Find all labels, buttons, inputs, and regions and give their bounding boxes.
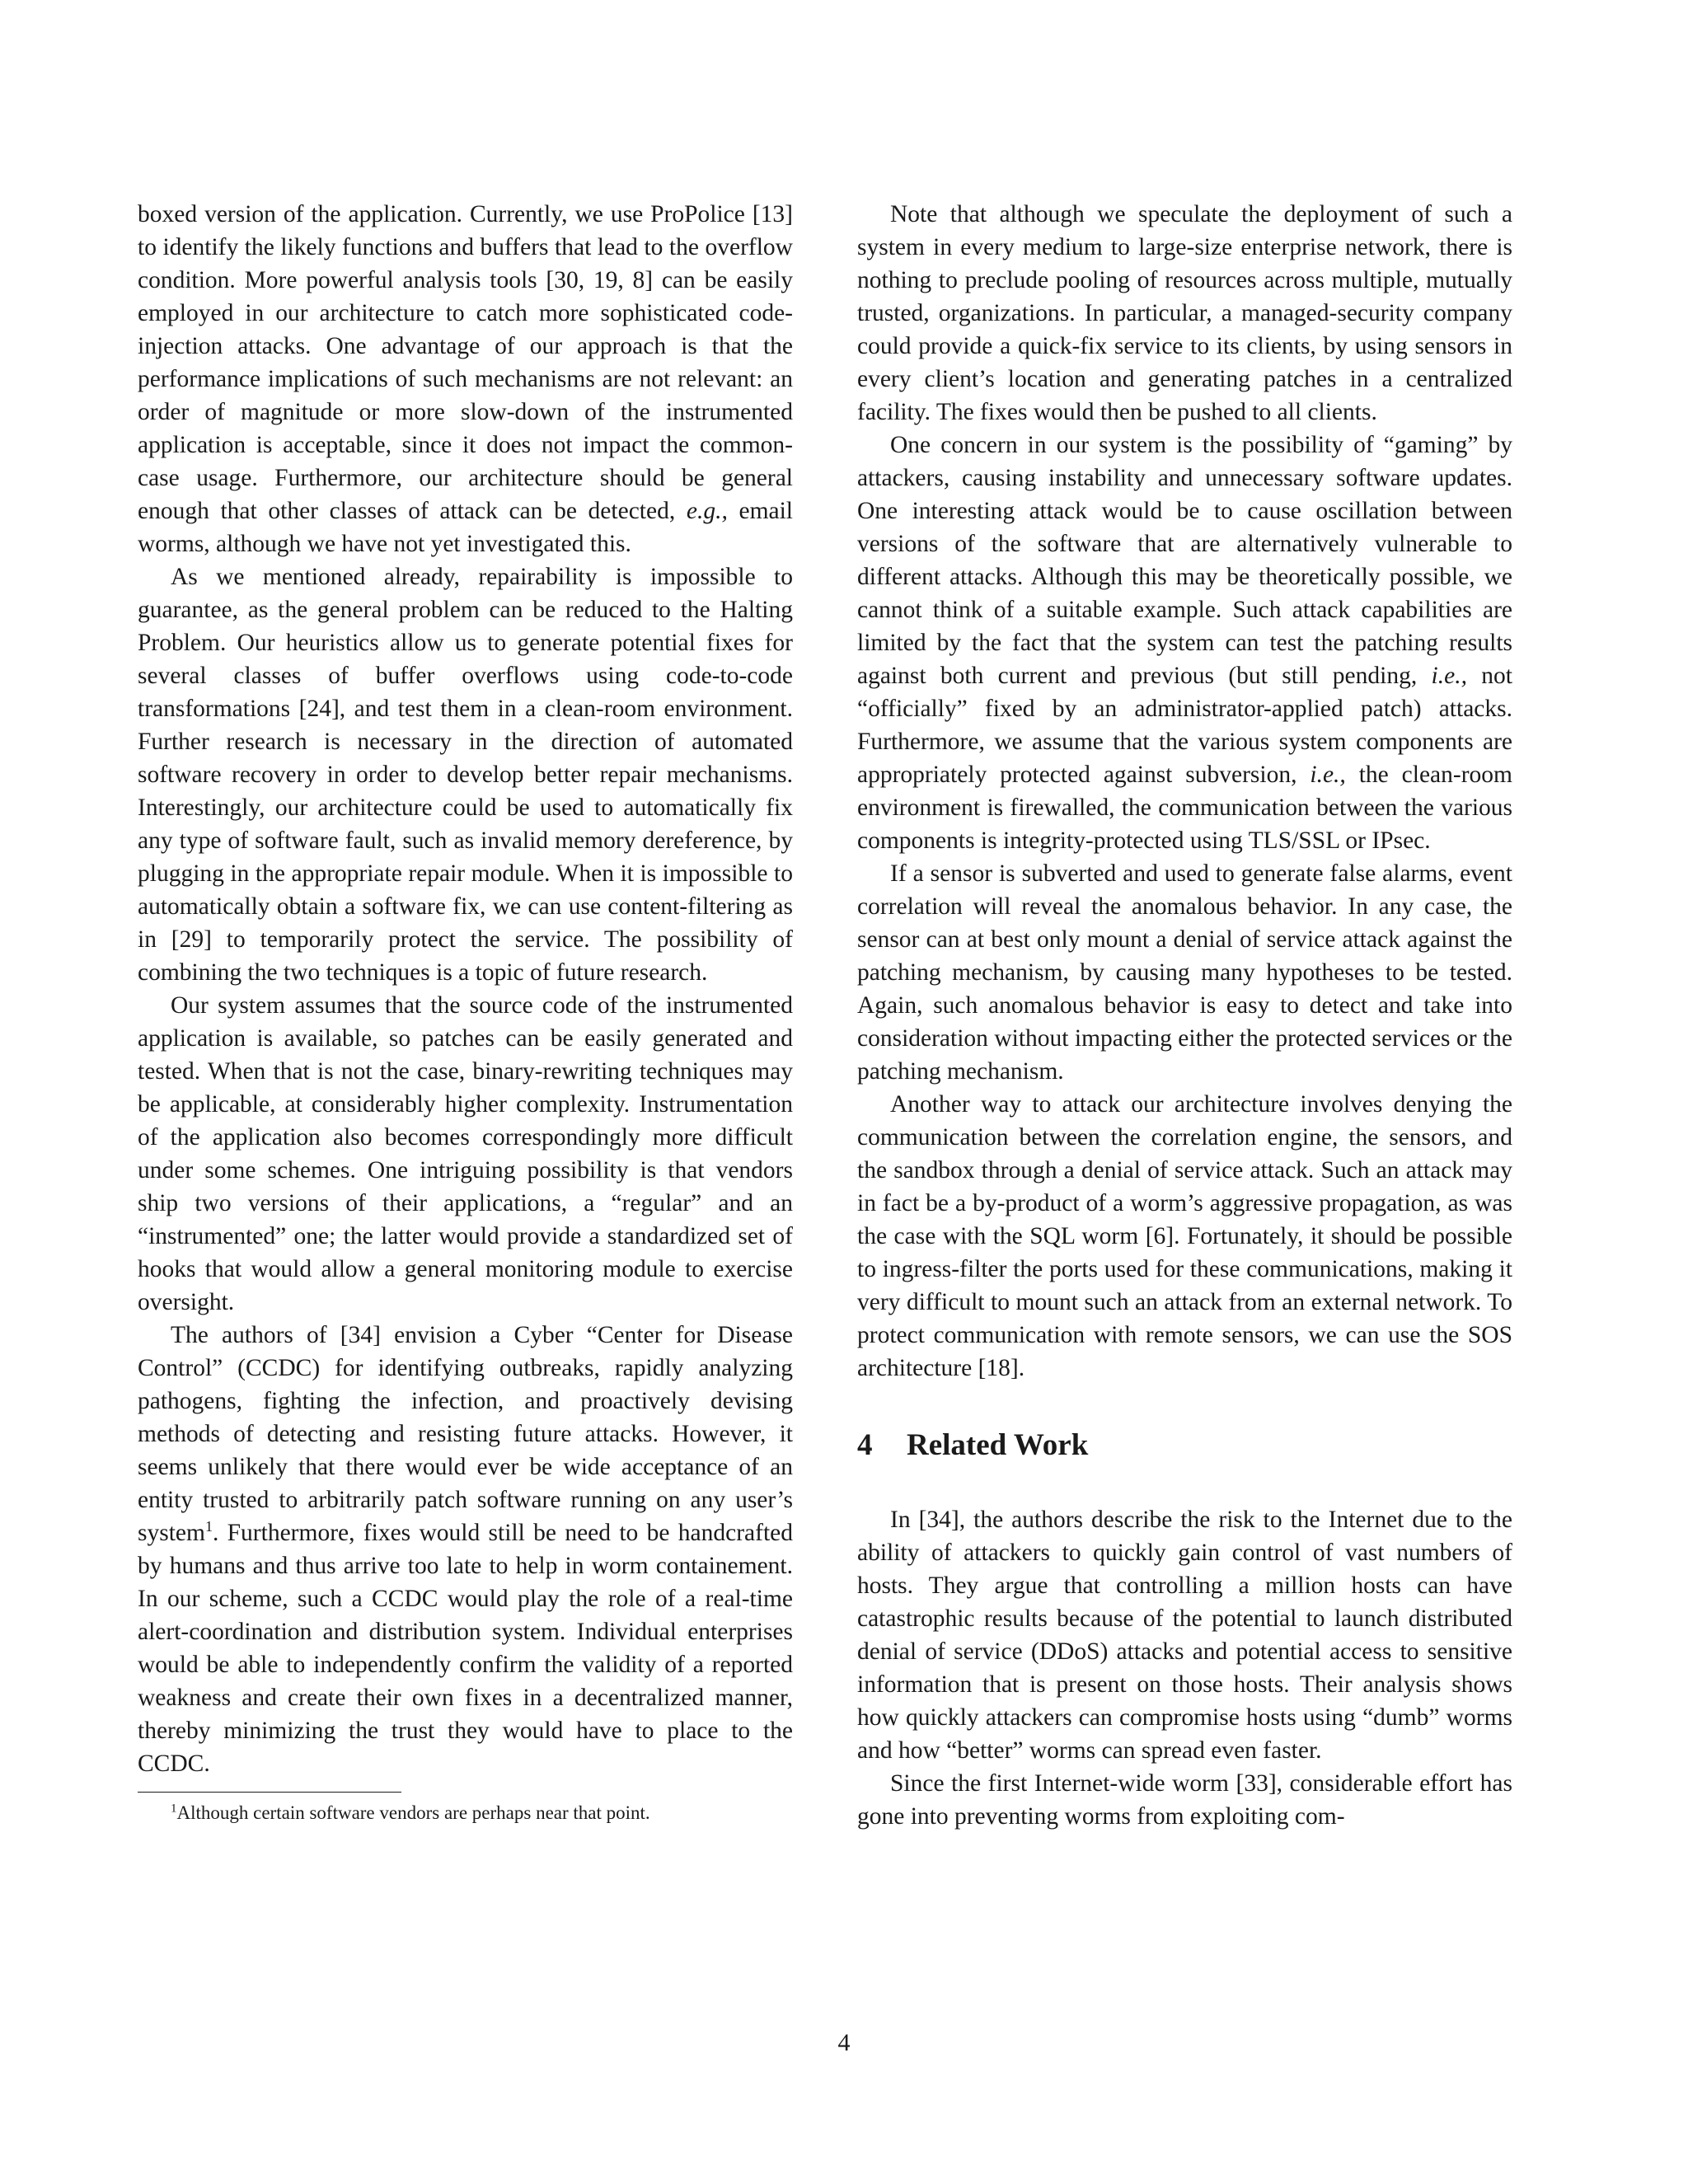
footnote — [138, 1801, 793, 1825]
footnote-marker[interactable]: 1 — [204, 1518, 213, 1535]
right-paragraph-4: Another way to attack our architecture involves denying the communication between the correlation engine, the sensors, and the sandbox through a denial of service attack. Such an attack may in fact be a by-product of a worm’s aggressive propagation, as was the case with the SQL worm [6]. Fortunately, it should be possible to ingress-filter the ports used for these communications, making it very difficult to mount such an attack from an external network. To protect communication with remote sensors, we can use the SOS architecture [18]. — [857, 1091, 1512, 1381]
section-heading — [857, 1427, 1512, 1464]
left-paragraph-2: As we mentioned already, repairability is impossible to guarantee, as the general problem can be reduced to the Halting Problem. Our heuristics allow us to generate potential fixes for several classes of buffer overflows using code-to-code transformations [24], and test them in a clean-room environment. Further research is necessary in the direction of automated software recovery in order to develop better repair mechanisms. Interestingly, our architecture could be used to automatically fix any type of software fault, such as invalid memory dereference, by plugging in the appropriate repair module. When it is impossible to automatically obtain a software fix, we can use content-filtering as in [29] to temporarily protect the service. The possibility of combining the two techniques is a topic of future research. — [138, 564, 793, 986]
left-column — [138, 198, 793, 1825]
right-paragraph-1: Note that although we speculate the deployment of such a system in every medium to large-size enterprise network, there is nothing to preclude pooling of resources across multiple, mutually trusted, organizations. In particular, a managed-security company could provide a quick-fix service to its clients, by using sensors in every client’s location and generating patches in a centralized facility. The fixes would then be pushed to all clients. — [857, 201, 1512, 425]
right-column — [857, 198, 1512, 1833]
footnote-text: Although certain software vendors are perhaps near that point. — [176, 1802, 650, 1823]
section-number: 4 — [857, 1428, 873, 1462]
section-title: Related Work — [907, 1428, 1089, 1462]
right-paragraph-3: If a sensor is subverted and used to generate false alarms, event correlation will reveal the anomalous behavior. In any case, the sensor can at best only mount a denial of service attack against the patching mechanism, by causing many hypotheses to be tested. Again, such anomalous behavior is easy to detect and take into consideration without impacting either the protected services or the patching mechanism. — [857, 860, 1512, 1085]
left-paragraph-4: The authors of [34] envision a Cyber “Center for Disease Control” (CCDC) for identifying outbreaks, rapidly analyzing pathogens, fighting the infection, and proactively devising methods of detecting and resisting future attacks. However, it seems unlikely that there would ever be wide acceptance of an entity trusted to arbitrarily patch software running on any user’s system$^1$. Furthermore, fixes would still be need to be handcrafted by humans and thus arrive too late to help in worm containement. In our scheme, such a CCDC would play the role of a real-time alert-coordination and distribution system. Individual enterprises would be able to independently confirm the validity of a reported weakness and create their own fixes in a decentralized manner, thereby minimizing the trust they would have to place to the CCDC. — [138, 1322, 793, 1777]
left-paragraph-3: Our system assumes that the source code of the instrumented application is available, so patches can be easily generated and tested. When that is not the case, binary-rewriting techniques may be applicable, at considerably higher complexity. Instrumentation of the application also becomes correspondingly more difficult under some schemes. One intriguing possibility is that vendors ship two versions of their applications, a “regular” and an “instrumented” one; the latter would provide a standardized set of hooks that would allow a general monitoring module to exercise oversight. — [138, 992, 793, 1315]
footnote-divider — [138, 1792, 401, 1793]
related-work-paragraph-2: Since the first Internet-wide worm [33], considerable effort has gone into preventing worms from exploiting com- — [857, 1770, 1512, 1830]
left-paragraph-1: boxed version of the application. Currently, we use ProPolice [13] to identify the likely functions and buffers that lead to the overflow condition. More powerful analysis tools [30, 19, 8] can be easily employed in our architecture to catch more sophisticated code-injection attacks. One advantage of our approach is that the performance implications of such mechanisms are not relevant: an order of magnitude or more slow-down of the instrumented application is acceptable, since it does not impact the common-case usage. Furthermore, our architecture should be general enough that other classes of attack can be detected, e.g., email worms, although we have not yet investigated this. — [138, 201, 794, 557]
related-work-paragraph-1: In [34], the authors describe the risk to the Internet due to the ability of attackers to quickly gain control of vast numbers of hosts. They argue that controlling a million hosts can have catastrophic results because of the potential to launch distributed denial of service (DDoS) attacks and potential access to sensitive information that is present on those hosts. Their analysis shows how quickly attackers can compromise hosts using “dumb” worms and how “better” worms can spread even faster. — [857, 1507, 1512, 1764]
footnote-mark: 1 — [171, 1802, 177, 1816]
right-paragraph-2: One concern in our system is the possibility of “gaming” by attackers, causing instability and unnecessary software updates. One interesting attack would be to cause oscillation between versions of the software that are alternatively vulnerable to different attacks. Although this may be theoretically possible, we cannot think of a suitable example. Such attack capabilities are limited by the fact that the system can test the patching results against both current and previous (but still pending, i.e., not “officially” fixed by an administrator-applied patch) attacks. Furthermore, we assume that the various system components are appropriately protected against subversion, i.e., the clean-room environment is firewalled, the communication between the various components is integrity-protected using TLS/SSL or IPsec. — [857, 432, 1512, 854]
page-number: 4 — [837, 2029, 851, 2056]
